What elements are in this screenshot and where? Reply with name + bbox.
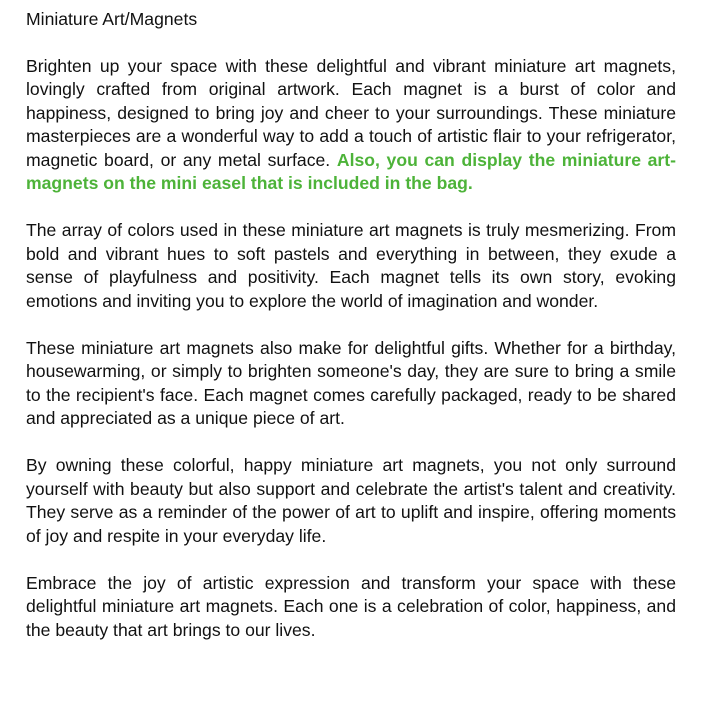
paragraph-support-artist (26, 454, 676, 548)
paragraph-intro (26, 55, 676, 196)
paragraph-colors (26, 219, 676, 313)
document-page (26, 8, 676, 666)
paragraph-intro-text: Brighten up your space with these delightful and vibrant miniature art magnets, lovingly crafted from original artwork. Each magnet is a burst of color and happiness, designed to bring joy and cheer to your surroundings. These miniature masterpieces are a wonderful way to add a touch of artistic flair to your refrigerator, magnetic board, or any metal surface. (26, 55, 676, 170)
easel-highlight-text: Also, you can display the miniature art-magnets on the mini easel that is included in the bag. (26, 149, 676, 193)
paragraph-support-artist-text: By owning these colorful, happy miniature art magnets, you not only surround yourself with beauty but also support and celebrate the artist's talent and creativity. They serve as a reminder of the power of art to uplift and inspire, offering moments of joy and respite in your everyday life. (26, 455, 676, 546)
paragraph-gifts (26, 337, 676, 431)
paragraph-closing-text: Embrace the joy of artistic expression and transform your space with these delightful miniature art magnets. Each one is a celebration of color, happiness, and the beauty that art brings to our lives. (26, 572, 676, 640)
paragraph-closing (26, 572, 676, 643)
document-title: Miniature Art/Magnets (26, 9, 198, 29)
paragraph-colors-text: The array of colors used in these miniature art magnets is truly mesmerizing. From bold and vibrant hues to soft pastels and everything in between, they exude a sense of playfulness and positivity. Each magnet tells its own story, evoking emotions and inviting you to explore the world of imagination and wonder. (26, 220, 676, 311)
paragraph-gifts-text: These miniature art magnets also make for delightful gifts. Whether for a birthday, housewarming, or simply to brighten someone's day, they are sure to bring a smile to the recipient's face. Each magnet comes carefully packaged, ready to be shared and appreciated as a unique piece of art. (26, 337, 676, 428)
